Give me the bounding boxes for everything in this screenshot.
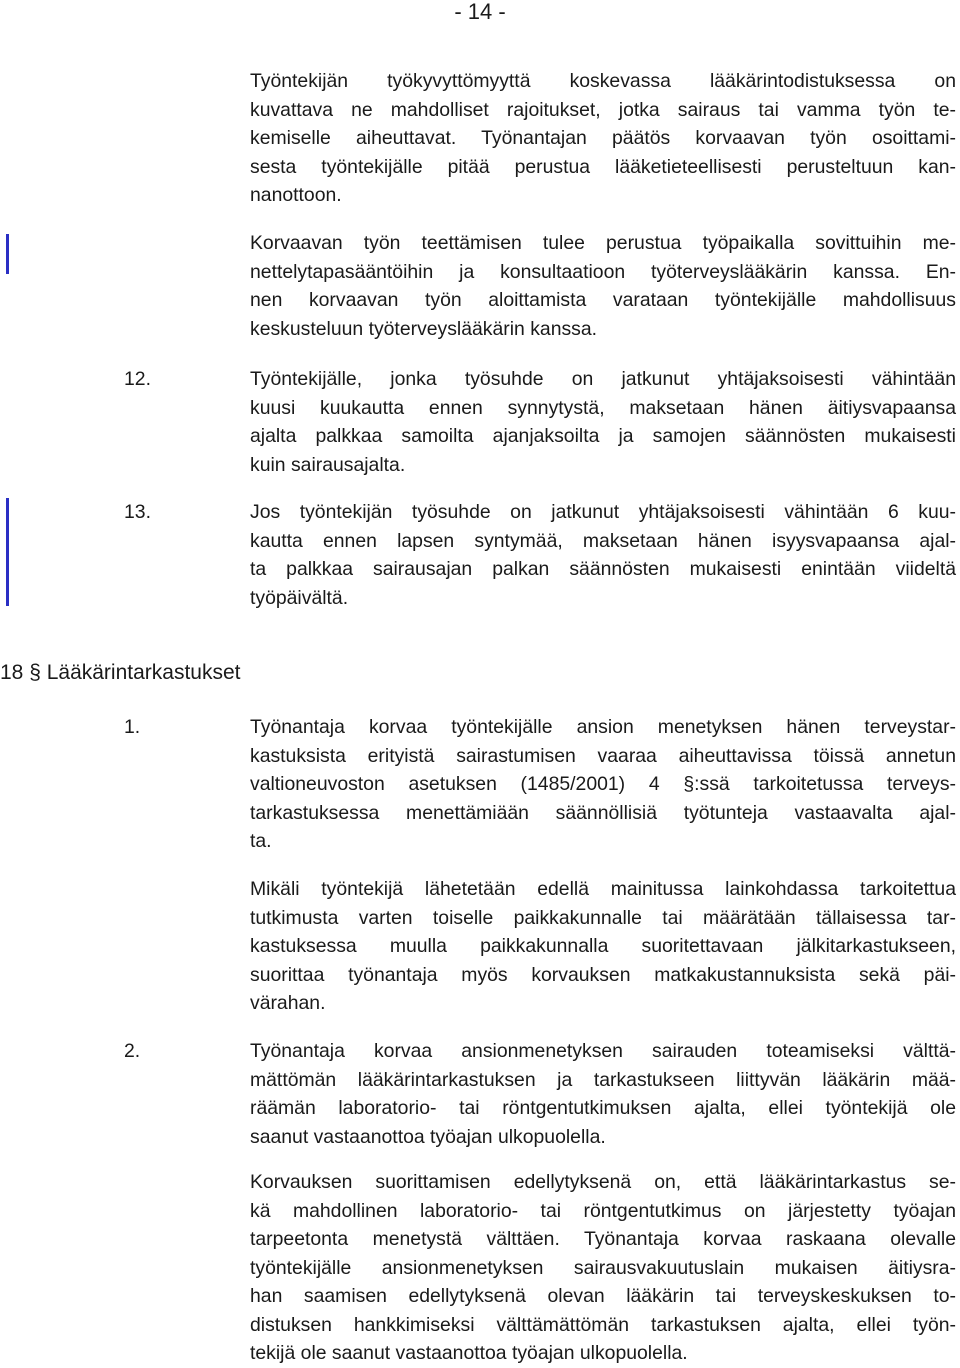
text-line: tarpeetonta menetystä välttäen. Työnantaja korvaa raskaana olevalle <box>250 1228 956 1250</box>
text-line: räämän laboratorio- tai röntgentutkimuksen ajalta, ellei työntekijä ole <box>250 1097 956 1119</box>
text-line: valtioneuvoston asetuksen (1485/2001) 4 §:ssä tarkoitetussa terveys- <box>250 773 956 795</box>
item-number-13: 13. <box>124 501 151 523</box>
text-line: kuusi kuukautta ennen synnytystä, maksetaan hänen äitiysvapaansa <box>250 396 956 419</box>
item-number-1: 1. <box>124 716 141 738</box>
text-line: työpäivältä. <box>250 586 349 609</box>
paragraph-compensation-conditions <box>250 1168 956 1368</box>
text-line: keskusteluun työterveyslääkärin kanssa. <box>250 317 598 340</box>
text-line: kuvattava ne mahdolliset rajoitukset, jotka sairaus tai vamma työn te- <box>250 98 956 121</box>
paragraph-maternity-leave <box>250 365 956 479</box>
text-line: sesta työntekijälle pitää perustua lääketieteellisesti perusteltuun kan- <box>250 155 956 178</box>
text-line: Työnantaja korvaa ansionmenetyksen sairauden toteamiseksi välttä- <box>250 1040 956 1062</box>
text-line: distuksen hankkimiseksi välttämättömän tarkastuksen ajalta, ellei työn- <box>250 1313 956 1336</box>
text-line: kuin sairausajalta. <box>250 453 406 476</box>
text-line: kastuksessa muulla paikkakunnalla suoritettavaan jälkitarkastukseen, <box>250 935 956 957</box>
text-line: Työnantaja korvaa työntekijälle ansion menetyksen hänen terveystar- <box>250 716 956 738</box>
text-line: Työntekijälle, jonka työsuhde on jatkunut yhtäjaksoisesti vähintään <box>250 368 956 390</box>
text-line: saanut vastaanottoa työajan ulkopuolella. <box>250 1125 606 1148</box>
text-line: nettelytapasääntöihin ja konsultaatioon työterveyslääkärin kanssa. En- <box>250 260 956 283</box>
text-line: ajalta palkkaa samoilta ajanjaksoilta ja samojen säännösten mukaisesti <box>250 425 956 447</box>
text-line: tutkimusta varten toiselle paikkakunnalle tai määrätään tällaisessa tar- <box>250 906 956 929</box>
text-line: Korvauksen suorittamisen edellytyksenä on, että lääkärintarkastus se- <box>250 1171 956 1193</box>
text-line: suorittaa työnantaja myös korvauksen matkakustannuksista sekä päi- <box>250 963 956 986</box>
text-line: Korvaavan työn teettämisen tulee perustua työpaikalla sovittuihin me- <box>250 232 956 254</box>
text-line: ta palkkaa sairausajan palkan säännösten mukaisesti enintään viideltä <box>250 558 956 580</box>
text-line: Jos työntekijän työsuhde on jatkunut yhtäjaksoisesti vähintään 6 kuu- <box>250 501 956 523</box>
paragraph-paternity-leave <box>250 498 956 612</box>
paragraph-substitute-work <box>250 229 956 343</box>
text-line: tarkastuksessa menettämiään säännöllisiä työtunteja vastaavalta ajal- <box>250 801 956 824</box>
section-heading: 18 § Lääkärintarkastukset <box>0 661 241 684</box>
text-line: han saamisen edellytyksenä olevan lääkärin tai terveyskeskuksen to- <box>250 1285 956 1307</box>
text-line: tekijä ole saanut vastaanottoa työajan ulkopuolella. <box>250 1342 688 1364</box>
text-line: mättömän lääkärintarkastuksen ja tarkastukseen liittyvän lääkärin mää- <box>250 1068 956 1091</box>
paragraph-loss-of-earnings <box>250 1037 956 1151</box>
text-line: kemiselle aiheuttavat. Työnantajan päätös korvaavan työn osoittami- <box>250 127 956 149</box>
text-line: nen korvaavan työn aloittamista varataan työntekijälle mahdollisuus <box>250 289 956 311</box>
item-number-12: 12. <box>124 368 151 390</box>
text-line: kä mahdollinen laboratorio- tai röntgentutkimus on järjestetty työajan <box>250 1199 956 1222</box>
text-line: työntekijälle ansionmenetyksen sairausvakuutuslain mukaisen äitiysra- <box>250 1256 956 1279</box>
text-line: ta. <box>250 830 272 852</box>
item-number-2: 2. <box>124 1040 141 1062</box>
text-line: kautta ennen lapsen syntymää, maksetaan hänen isyysvapaansa ajal- <box>250 529 956 552</box>
change-bar <box>6 234 9 274</box>
paragraph-health-examinations <box>250 713 956 856</box>
paragraph-travel-costs <box>250 875 956 1018</box>
text-line: nanottoon. <box>250 184 342 206</box>
text-line: Mikäli työntekijä lähetetään edellä mainitussa lainkohdassa tarkoitettua <box>250 878 956 900</box>
page-number: - 14 - <box>454 0 506 24</box>
text-line: Työntekijän työkyvyttömyyttä koskevassa lääkärintodistuksessa on <box>250 70 956 92</box>
paragraph-medical-certificate <box>250 67 956 210</box>
text-line: värahan. <box>250 992 326 1014</box>
change-bar <box>6 498 9 606</box>
text-line: kastuksista erityistä sairastumisen vaaraa aiheuttavissa töissä annetun <box>250 744 956 767</box>
